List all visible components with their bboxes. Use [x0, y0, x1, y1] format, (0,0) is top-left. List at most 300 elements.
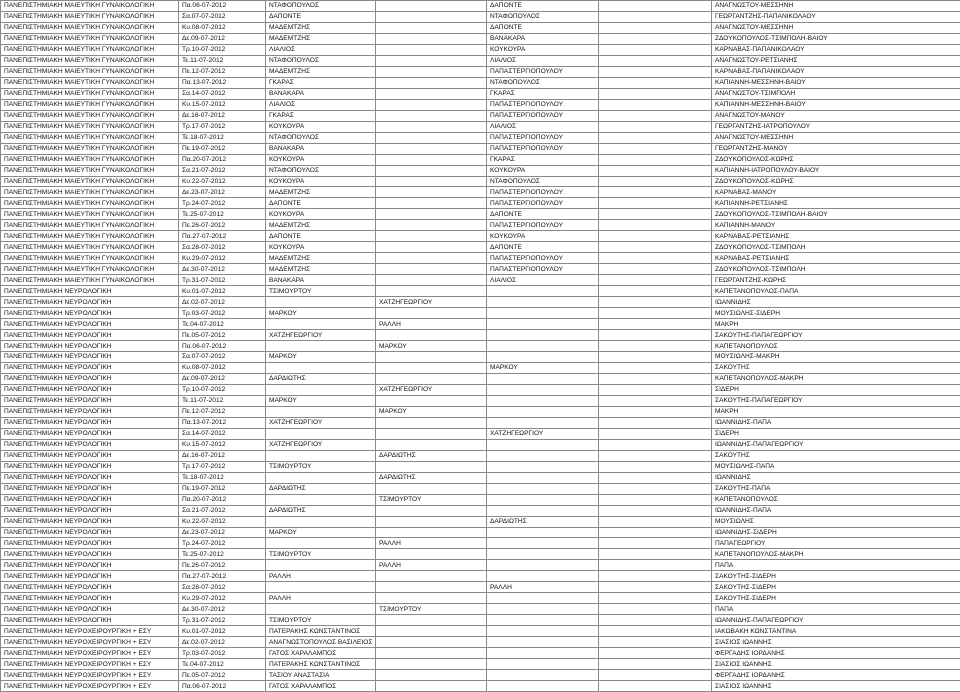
duty-doctor-d-cell	[599, 143, 712, 154]
duty-doctor-a-cell: ΝΤΑΦΟΠΟΥΛΟΣ	[266, 55, 376, 66]
clinic-cell: ΠΑΝΕΠΙΣΤΗΜΙΑΚΗ ΝΕΥΡΟΛΟΓΙΚΗ	[1, 330, 179, 341]
duty-doctor-c-cell	[487, 308, 599, 319]
date-cell: Πα.20-07-2012	[179, 154, 266, 165]
clinic-cell: ΠΑΝΕΠΙΣΤΗΜΙΑΚΗ ΝΕΥΡΟΛΟΓΙΚΗ	[1, 494, 179, 505]
table-row	[1, 395, 960, 406]
duty-doctor-a-cell: ΜΑΔΕΜΤΖΗΣ	[266, 187, 376, 198]
duty-doctor-a-cell: ΑΝΑΓΝΩΣΤΟΠΟΥΛΟΣ ΒΑΣΙΛΕΙΟΣ	[266, 637, 376, 648]
table-row	[1, 483, 960, 494]
date-cell: Τρ.31-07-2012	[179, 615, 266, 626]
clinic-cell: ΠΑΝΕΠΙΣΤΗΜΙΑΚΗ ΝΕΥΡΟΛΟΓΙΚΗ	[1, 417, 179, 428]
duty-doctor-a-cell	[266, 428, 376, 439]
duty-doctor-b-cell	[376, 648, 487, 659]
duty-doctor-b-cell	[376, 505, 487, 516]
table-row	[1, 286, 960, 297]
duty-doctor-a-cell: ΜΑΔΕΜΤΖΗΣ	[266, 220, 376, 231]
duty-doctor-a-cell: ΓΚΑΡΑΣ	[266, 77, 376, 88]
duty-doctor-d-cell	[599, 121, 712, 132]
duty-doctor-a-cell	[266, 538, 376, 549]
duty-doctor-a-cell: ΒΑΝΑΚΑΡΑ	[266, 88, 376, 99]
clinic-cell: ΠΑΝΕΠΙΣΤΗΜΙΑΚΗ ΜΑΙΕΥΤΙΚΗ ΓΥΝΑΙΚΟΛΟΓΙΚΗ	[1, 55, 179, 66]
duty-doctor-c-cell: ΒΑΝΑΚΑΡΑ	[487, 33, 599, 44]
table-row	[1, 604, 960, 615]
table-row	[1, 527, 960, 538]
date-cell: Τρ.10-07-2012	[179, 384, 266, 395]
date-cell: Δε.16-07-2012	[179, 110, 266, 121]
residents-cell: ΦΕΡΓΑΔΗΣ ΙΟΡΔΑΝΗΣ	[712, 648, 960, 659]
duty-doctor-a-cell	[266, 604, 376, 615]
residents-cell: ΖΔΟΥΚΟΠΟΥΛΟΣ-ΤΣΙΜΠΟΛΗ	[712, 242, 960, 253]
clinic-cell: ΠΑΝΕΠΙΣΤΗΜΙΑΚΗ ΝΕΥΡΟΛΟΓΙΚΗ	[1, 604, 179, 615]
clinic-cell: ΠΑΝΕΠΙΣΤΗΜΙΑΚΗ ΝΕΥΡΟΛΟΓΙΚΗ	[1, 516, 179, 527]
table-row	[1, 417, 960, 428]
residents-cell: ΣΑΚΟΥΤΗΣ	[712, 450, 960, 461]
duty-doctor-a-cell: ΜΑΔΕΜΤΖΗΣ	[266, 253, 376, 264]
duty-doctor-b-cell	[376, 527, 487, 538]
duty-doctor-c-cell: ΚΟΥΚΟΥΡΑ	[487, 44, 599, 55]
duty-doctor-c-cell	[487, 648, 599, 659]
clinic-cell: ΠΑΝΕΠΙΣΤΗΜΙΑΚΗ ΜΑΙΕΥΤΙΚΗ ΓΥΝΑΙΚΟΛΟΓΙΚΗ	[1, 11, 179, 22]
duty-doctor-c-cell	[487, 659, 599, 670]
residents-cell: ΠΑΠΑ	[712, 560, 960, 571]
date-cell: Τε.11-07-2012	[179, 55, 266, 66]
duty-doctor-a-cell	[266, 406, 376, 417]
duty-doctor-a-cell: ΚΟΥΚΟΥΡΑ	[266, 176, 376, 187]
clinic-cell: ΠΑΝΕΠΙΣΤΗΜΙΑΚΗ ΝΕΥΡΟΧΕΙΡΟΥΡΓΙΚΗ + ΕΣΥ	[1, 659, 179, 670]
clinic-cell: ΠΑΝΕΠΙΣΤΗΜΙΑΚΗ ΜΑΙΕΥΤΙΚΗ ΓΥΝΑΙΚΟΛΟΓΙΚΗ	[1, 33, 179, 44]
date-cell: Δε.02-07-2012	[179, 637, 266, 648]
date-cell: Κυ.01-07-2012	[179, 626, 266, 637]
date-cell: Σα.28-07-2012	[179, 242, 266, 253]
date-cell: Δε.23-07-2012	[179, 527, 266, 538]
table-row	[1, 582, 960, 593]
residents-cell: ΣΙΑΣΙΟΣ ΙΩΑΝΝΗΣ	[712, 637, 960, 648]
date-cell: Κυ.15-07-2012	[179, 439, 266, 450]
duty-doctor-d-cell	[599, 373, 712, 384]
clinic-cell: ΠΑΝΕΠΙΣΤΗΜΙΑΚΗ ΝΕΥΡΟΛΟΓΙΚΗ	[1, 373, 179, 384]
residents-cell: ΓΕΩΡΓΑΝΤΖΗΣ-ΠΑΠΑΝΙΚΟΛΑΟΥ	[712, 11, 960, 22]
residents-cell: ΣΙΔΕΡΗ	[712, 428, 960, 439]
duty-doctor-b-cell	[376, 209, 487, 220]
table-row	[1, 560, 960, 571]
residents-cell: ΖΔΟΥΚΟΠΟΥΛΟΣ-ΤΣΙΜΠΟΛΗ-ΒΑΙΟΥ	[712, 209, 960, 220]
duty-doctor-d-cell	[599, 461, 712, 472]
date-cell: Δε.16-07-2012	[179, 450, 266, 461]
clinic-cell: ΠΑΝΕΠΙΣΤΗΜΙΑΚΗ ΝΕΥΡΟΛΟΓΙΚΗ	[1, 505, 179, 516]
date-cell: Σα.21-07-2012	[179, 165, 266, 176]
table-row	[1, 110, 960, 121]
table-row	[1, 626, 960, 637]
duty-doctor-a-cell	[266, 582, 376, 593]
duty-doctor-b-cell: ΡΑΛΛΗ	[376, 560, 487, 571]
duty-doctor-b-cell	[376, 395, 487, 406]
table-row	[1, 505, 960, 516]
residents-cell: ΙΩΑΝΝΙΔΗΣ-ΣΙΔΕΡΗ	[712, 527, 960, 538]
duty-doctor-d-cell	[599, 439, 712, 450]
duty-doctor-c-cell	[487, 286, 599, 297]
residents-cell: ΣΙΔΕΡΗ	[712, 384, 960, 395]
duty-doctor-c-cell: ΔΑΠΟΝΤΕ	[487, 242, 599, 253]
residents-cell: ΙΩΑΝΝΙΔΗΣ-ΠΑΠΑ	[712, 417, 960, 428]
table-row	[1, 1, 960, 12]
date-cell: Δε.30-07-2012	[179, 604, 266, 615]
duty-doctor-c-cell: ΛΙΑΛΙΟΣ	[487, 275, 599, 286]
clinic-cell: ΠΑΝΕΠΙΣΤΗΜΙΑΚΗ ΝΕΥΡΟΛΟΓΙΚΗ	[1, 362, 179, 373]
duty-doctor-a-cell: ΔΑΠΟΝΤΕ	[266, 231, 376, 242]
duty-doctor-b-cell	[376, 571, 487, 582]
duty-doctor-b-cell	[376, 242, 487, 253]
date-cell: Πε.26-07-2012	[179, 220, 266, 231]
duty-doctor-c-cell	[487, 527, 599, 538]
table-row	[1, 99, 960, 110]
date-cell: Κυ.22-07-2012	[179, 176, 266, 187]
duty-doctor-b-cell	[376, 66, 487, 77]
table-row	[1, 472, 960, 483]
duty-doctor-a-cell: ΧΑΤΖΗΓΕΩΡΓΙΟΥ	[266, 417, 376, 428]
residents-cell: ΜΟΥΣΙΩΛΗΣ	[712, 516, 960, 527]
duty-doctor-b-cell	[376, 275, 487, 286]
duty-doctor-b-cell	[376, 330, 487, 341]
roster-rows	[1, 1, 960, 692]
date-cell: Τρ.10-07-2012	[179, 44, 266, 55]
duty-doctor-c-cell	[487, 549, 599, 560]
table-row	[1, 132, 960, 143]
table-row	[1, 209, 960, 220]
clinic-cell: ΠΑΝΕΠΙΣΤΗΜΙΑΚΗ ΜΑΙΕΥΤΙΚΗ ΓΥΝΑΙΚΟΛΟΓΙΚΗ	[1, 121, 179, 132]
duty-doctor-c-cell: ΚΟΥΚΟΥΡΑ	[487, 231, 599, 242]
duty-doctor-c-cell	[487, 319, 599, 330]
duty-doctor-a-cell: ΧΑΤΖΗΓΕΩΡΓΙΟΥ	[266, 439, 376, 450]
table-row	[1, 319, 960, 330]
residents-cell: ΙΩΑΝΝΙΔΗΣ	[712, 472, 960, 483]
residents-cell: ΚΑΠΙΑΝΝΗ-ΜΑΝΟΥ	[712, 220, 960, 231]
date-cell: Πε.26-07-2012	[179, 560, 266, 571]
duty-doctor-d-cell	[599, 330, 712, 341]
residents-cell: ΣΑΚΟΥΤΗΣ-ΣΙΔΕΡΗ	[712, 593, 960, 604]
date-cell: Κυ.08-07-2012	[179, 362, 266, 373]
residents-cell: ΣΙΑΣΙΟΣ ΙΩΑΝΝΗΣ	[712, 681, 960, 692]
duty-doctor-a-cell: ΜΑΡΚΟΥ	[266, 395, 376, 406]
date-cell: Πα.27-07-2012	[179, 231, 266, 242]
clinic-cell: ΠΑΝΕΠΙΣΤΗΜΙΑΚΗ ΜΑΙΕΥΤΙΚΗ ΓΥΝΑΙΚΟΛΟΓΙΚΗ	[1, 275, 179, 286]
table-row	[1, 165, 960, 176]
duty-doctor-b-cell	[376, 44, 487, 55]
duty-doctor-b-cell	[376, 22, 487, 33]
clinic-cell: ΠΑΝΕΠΙΣΤΗΜΙΑΚΗ ΝΕΥΡΟΧΕΙΡΟΥΡΓΙΚΗ + ΕΣΥ	[1, 648, 179, 659]
clinic-cell: ΠΑΝΕΠΙΣΤΗΜΙΑΚΗ ΝΕΥΡΟΛΟΓΙΚΗ	[1, 297, 179, 308]
date-cell: Κυ.15-07-2012	[179, 99, 266, 110]
clinic-cell: ΠΑΝΕΠΙΣΤΗΜΙΑΚΗ ΝΕΥΡΟΛΟΓΙΚΗ	[1, 319, 179, 330]
duty-doctor-a-cell: ΠΑΤΕΡΑΚΗΣ ΚΩΝΣΤΑΝΤΙΝΟΣ	[266, 626, 376, 637]
duty-doctor-a-cell	[266, 362, 376, 373]
duty-doctor-d-cell	[599, 395, 712, 406]
duty-doctor-d-cell	[599, 220, 712, 231]
duty-doctor-b-cell	[376, 615, 487, 626]
duty-doctor-c-cell: ΛΙΑΛΙΟΣ	[487, 55, 599, 66]
duty-doctor-d-cell	[599, 549, 712, 560]
duty-doctor-a-cell: ΜΑΔΕΜΤΖΗΣ	[266, 22, 376, 33]
duty-doctor-d-cell	[599, 77, 712, 88]
duty-doctor-b-cell: ΡΑΛΛΗ	[376, 538, 487, 549]
duty-doctor-d-cell	[599, 253, 712, 264]
duty-doctor-d-cell	[599, 44, 712, 55]
table-row	[1, 549, 960, 560]
date-cell: Τε.04-07-2012	[179, 659, 266, 670]
date-cell: Σα.21-07-2012	[179, 505, 266, 516]
duty-doctor-c-cell	[487, 352, 599, 363]
duty-doctor-a-cell	[266, 341, 376, 352]
duty-doctor-d-cell	[599, 264, 712, 275]
residents-cell: ΚΑΡΝΑΒΑΣ-ΜΑΝΟΥ	[712, 187, 960, 198]
duty-doctor-d-cell	[599, 450, 712, 461]
duty-doctor-c-cell	[487, 593, 599, 604]
residents-cell: ΚΑΡΝΑΒΑΣ-ΡΕΤΣΙΑΝΗΣ	[712, 253, 960, 264]
clinic-cell: ΠΑΝΕΠΙΣΤΗΜΙΑΚΗ ΝΕΥΡΟΛΟΓΙΚΗ	[1, 450, 179, 461]
clinic-cell: ΠΑΝΕΠΙΣΤΗΜΙΑΚΗ ΜΑΙΕΥΤΙΚΗ ΓΥΝΑΙΚΟΛΟΓΙΚΗ	[1, 198, 179, 209]
table-row	[1, 297, 960, 308]
table-row	[1, 648, 960, 659]
clinic-cell: ΠΑΝΕΠΙΣΤΗΜΙΑΚΗ ΝΕΥΡΟΛΟΓΙΚΗ	[1, 395, 179, 406]
table-row	[1, 330, 960, 341]
duty-doctor-d-cell	[599, 176, 712, 187]
table-row	[1, 308, 960, 319]
residents-cell: ΙΩΑΝΝΙΔΗΣ	[712, 297, 960, 308]
duty-doctor-a-cell: ΛΙΑΛΙΟΣ	[266, 44, 376, 55]
duty-doctor-c-cell	[487, 505, 599, 516]
duty-doctor-d-cell	[599, 428, 712, 439]
duty-doctor-a-cell: ΜΑΔΕΜΤΖΗΣ	[266, 264, 376, 275]
residents-cell: ΣΑΚΟΥΤΗΣ-ΠΑΠΑΓΕΩΡΓΙΟΥ	[712, 395, 960, 406]
date-cell: Κυ.01-07-2012	[179, 286, 266, 297]
duty-doctor-c-cell: ΚΟΥΚΟΥΡΑ	[487, 165, 599, 176]
duty-doctor-b-cell	[376, 483, 487, 494]
duty-doctor-c-cell: ΠΑΠΑΣΤΕΡΓΙΟΠΟΥΛΟΥ	[487, 99, 599, 110]
residents-cell: ΜΑΚΡΗ	[712, 406, 960, 417]
table-row	[1, 66, 960, 77]
duty-doctor-a-cell: ΔΑΡΔΙΩΤΗΣ	[266, 483, 376, 494]
clinic-cell: ΠΑΝΕΠΙΣΤΗΜΙΑΚΗ ΝΕΥΡΟΧΕΙΡΟΥΡΓΙΚΗ + ΕΣΥ	[1, 681, 179, 692]
duty-doctor-b-cell	[376, 198, 487, 209]
date-cell: Κυ.22-07-2012	[179, 516, 266, 527]
duty-doctor-b-cell	[376, 428, 487, 439]
residents-cell: ΙΩΑΝΝΙΔΗΣ-ΠΑΠΑ	[712, 505, 960, 516]
residents-cell: ΚΑΡΝΑΒΑΣ-ΠΑΠΑΝΙΚΟΛΑΟΥ	[712, 44, 960, 55]
date-cell: Τε.25-07-2012	[179, 549, 266, 560]
duty-doctor-d-cell	[599, 341, 712, 352]
duty-doctor-b-cell	[376, 308, 487, 319]
date-cell: Πα.06-07-2012	[179, 1, 266, 12]
residents-cell: ΙΩΑΝΝΙΔΗΣ-ΠΑΠΑΓΕΩΡΓΙΟΥ	[712, 615, 960, 626]
duty-doctor-b-cell	[376, 11, 487, 22]
clinic-cell: ΠΑΝΕΠΙΣΤΗΜΙΑΚΗ ΜΑΙΕΥΤΙΚΗ ΓΥΝΑΙΚΟΛΟΓΙΚΗ	[1, 187, 179, 198]
duty-doctor-b-cell	[376, 121, 487, 132]
table-row	[1, 571, 960, 582]
date-cell: Κυ.29-07-2012	[179, 593, 266, 604]
duty-doctor-a-cell: ΡΑΛΛΗ	[266, 593, 376, 604]
residents-cell: ΚΑΠΕΤΑΝΟΠΟΥΛΟΣ	[712, 341, 960, 352]
duty-doctor-b-cell	[376, 373, 487, 384]
clinic-cell: ΠΑΝΕΠΙΣΤΗΜΙΑΚΗ ΝΕΥΡΟΛΟΓΙΚΗ	[1, 341, 179, 352]
duty-doctor-b-cell: ΡΑΛΛΗ	[376, 319, 487, 330]
table-row	[1, 44, 960, 55]
clinic-cell: ΠΑΝΕΠΙΣΤΗΜΙΑΚΗ ΜΑΙΕΥΤΙΚΗ ΓΥΝΑΙΚΟΛΟΓΙΚΗ	[1, 154, 179, 165]
duty-doctor-c-cell	[487, 626, 599, 637]
duty-doctor-b-cell	[376, 352, 487, 363]
duty-doctor-b-cell	[376, 143, 487, 154]
duty-doctor-b-cell	[376, 33, 487, 44]
duty-doctor-a-cell: ΝΤΑΦΟΠΟΥΛΟΣ	[266, 1, 376, 12]
clinic-cell: ΠΑΝΕΠΙΣΤΗΜΙΑΚΗ ΜΑΙΕΥΤΙΚΗ ΓΥΝΑΙΚΟΛΟΓΙΚΗ	[1, 77, 179, 88]
duty-doctor-b-cell	[376, 220, 487, 231]
table-row	[1, 637, 960, 648]
duty-doctor-d-cell	[599, 626, 712, 637]
duty-doctor-d-cell	[599, 637, 712, 648]
clinic-cell: ΠΑΝΕΠΙΣΤΗΜΙΑΚΗ ΝΕΥΡΟΛΟΓΙΚΗ	[1, 615, 179, 626]
duty-doctor-d-cell	[599, 659, 712, 670]
duty-doctor-d-cell	[599, 319, 712, 330]
clinic-cell: ΠΑΝΕΠΙΣΤΗΜΙΑΚΗ ΝΕΥΡΟΧΕΙΡΟΥΡΓΙΚΗ + ΕΣΥ	[1, 670, 179, 681]
clinic-cell: ΠΑΝΕΠΙΣΤΗΜΙΑΚΗ ΝΕΥΡΟΛΟΓΙΚΗ	[1, 549, 179, 560]
duty-doctor-c-cell: ΔΑΡΔΙΩΤΗΣ	[487, 516, 599, 527]
duty-doctor-c-cell	[487, 670, 599, 681]
residents-cell: ΚΑΠΕΤΑΝΟΠΟΥΛΟΣ	[712, 494, 960, 505]
duty-doctor-b-cell	[376, 1, 487, 12]
duty-doctor-b-cell: ΧΑΤΖΗΓΕΩΡΓΙΟΥ	[376, 297, 487, 308]
residents-cell: ΚΑΠΙΑΝΝΗ-ΜΕΣΣΗΝΗ-ΒΑΙΟΥ	[712, 77, 960, 88]
residents-cell: ΣΑΚΟΥΤΗΣ-ΣΙΔΕΡΗ	[712, 582, 960, 593]
date-cell: Σα.14-07-2012	[179, 88, 266, 99]
duty-doctor-c-cell	[487, 560, 599, 571]
clinic-cell: ΠΑΝΕΠΙΣΤΗΜΙΑΚΗ ΝΕΥΡΟΛΟΓΙΚΗ	[1, 352, 179, 363]
residents-cell: ΑΝΑΓΝΩΣΤΟΥ-ΡΕΤΣΙΑΝΗΣ	[712, 55, 960, 66]
duty-doctor-c-cell: ΡΑΛΛΗ	[487, 582, 599, 593]
duty-doctor-c-cell: ΓΚΑΡΑΣ	[487, 88, 599, 99]
duty-doctor-c-cell	[487, 330, 599, 341]
residents-cell: ΑΝΑΓΝΩΣΤΟΥ-ΜΕΣΣΗΝΗ	[712, 22, 960, 33]
table-row	[1, 494, 960, 505]
date-cell: Πε.12-07-2012	[179, 66, 266, 77]
clinic-cell: ΠΑΝΕΠΙΣΤΗΜΙΑΚΗ ΜΑΙΕΥΤΙΚΗ ΓΥΝΑΙΚΟΛΟΓΙΚΗ	[1, 110, 179, 121]
duty-doctor-c-cell: ΝΤΑΦΟΠΟΥΛΟΣ	[487, 11, 599, 22]
clinic-cell: ΠΑΝΕΠΙΣΤΗΜΙΑΚΗ ΝΕΥΡΟΛΟΓΙΚΗ	[1, 538, 179, 549]
duty-doctor-d-cell	[599, 22, 712, 33]
residents-cell: ΓΕΩΡΓΑΝΤΖΗΣ-ΚΩΡΗΣ	[712, 275, 960, 286]
duty-doctor-c-cell: ΝΤΑΦΟΠΟΥΛΟΣ	[487, 176, 599, 187]
duty-doctor-c-cell: ΠΑΠΑΣΤΕΡΓΙΟΠΟΥΛΟΥ	[487, 198, 599, 209]
clinic-cell: ΠΑΝΕΠΙΣΤΗΜΙΑΚΗ ΝΕΥΡΟΛΟΓΙΚΗ	[1, 439, 179, 450]
duty-doctor-a-cell	[266, 494, 376, 505]
duty-doctor-d-cell	[599, 406, 712, 417]
date-cell: Σα.28-07-2012	[179, 582, 266, 593]
duty-doctor-a-cell: ΒΑΝΑΚΑΡΑ	[266, 275, 376, 286]
clinic-cell: ΠΑΝΕΠΙΣΤΗΜΙΑΚΗ ΜΑΙΕΥΤΙΚΗ ΓΥΝΑΙΚΟΛΟΓΙΚΗ	[1, 165, 179, 176]
clinic-cell: ΠΑΝΕΠΙΣΤΗΜΙΑΚΗ ΝΕΥΡΟΛΟΓΙΚΗ	[1, 406, 179, 417]
duty-doctor-a-cell: ΧΑΤΖΗΓΕΩΡΓΙΟΥ	[266, 330, 376, 341]
table-row	[1, 406, 960, 417]
duty-doctor-c-cell	[487, 615, 599, 626]
duty-doctor-d-cell	[599, 154, 712, 165]
residents-cell: ΣΙΑΣΙΟΣ ΙΩΑΝΝΗΣ	[712, 659, 960, 670]
table-row	[1, 593, 960, 604]
duty-doctor-d-cell	[599, 604, 712, 615]
table-row	[1, 450, 960, 461]
residents-cell: ΙΩΑΝΝΙΔΗΣ-ΠΑΠΑΓΕΩΡΓΙΟΥ	[712, 439, 960, 450]
duty-doctor-c-cell: ΛΙΑΛΙΟΣ	[487, 121, 599, 132]
date-cell: Τρ.17-07-2012	[179, 461, 266, 472]
duty-doctor-b-cell: ΤΣΙΜΟΥΡΤΟΥ	[376, 604, 487, 615]
clinic-cell: ΠΑΝΕΠΙΣΤΗΜΙΑΚΗ ΜΑΙΕΥΤΙΚΗ ΓΥΝΑΙΚΟΛΟΓΙΚΗ	[1, 176, 179, 187]
duty-doctor-c-cell	[487, 681, 599, 692]
clinic-cell: ΠΑΝΕΠΙΣΤΗΜΙΑΚΗ ΝΕΥΡΟΛΟΓΙΚΗ	[1, 384, 179, 395]
duty-doctor-b-cell: ΜΑΡΚΟΥ	[376, 406, 487, 417]
duty-doctor-b-cell	[376, 187, 487, 198]
duty-doctor-d-cell	[599, 110, 712, 121]
table-row	[1, 264, 960, 275]
clinic-cell: ΠΑΝΕΠΙΣΤΗΜΙΑΚΗ ΜΑΙΕΥΤΙΚΗ ΓΥΝΑΙΚΟΛΟΓΙΚΗ	[1, 143, 179, 154]
duty-doctor-b-cell	[376, 264, 487, 275]
duty-doctor-b-cell	[376, 77, 487, 88]
table-row	[1, 121, 960, 132]
duty-doctor-c-cell: ΔΑΠΟΝΤΕ	[487, 1, 599, 12]
duty-doctor-b-cell	[376, 582, 487, 593]
duty-doctor-d-cell	[599, 670, 712, 681]
duty-doctor-c-cell: ΔΑΠΟΝΤΕ	[487, 209, 599, 220]
table-row	[1, 384, 960, 395]
residents-cell: ΖΔΟΥΚΟΠΟΥΛΟΣ-ΤΣΙΜΠΟΛΗ	[712, 264, 960, 275]
residents-cell: ΣΑΚΟΥΤΗΣ-ΠΑΠΑΓΕΩΡΓΙΟΥ	[712, 330, 960, 341]
duty-doctor-b-cell	[376, 88, 487, 99]
duty-doctor-a-cell: ΜΑΡΚΟΥ	[266, 527, 376, 538]
clinic-cell: ΠΑΝΕΠΙΣΤΗΜΙΑΚΗ ΜΑΙΕΥΤΙΚΗ ΓΥΝΑΙΚΟΛΟΓΙΚΗ	[1, 1, 179, 12]
date-cell: Τε.11-07-2012	[179, 395, 266, 406]
date-cell: Πε.05-07-2012	[179, 670, 266, 681]
clinic-cell: ΠΑΝΕΠΙΣΤΗΜΙΑΚΗ ΝΕΥΡΟΛΟΓΙΚΗ	[1, 428, 179, 439]
table-row	[1, 659, 960, 670]
residents-cell: ΜΟΥΣΙΩΛΗΣ-ΣΙΔΕΡΗ	[712, 308, 960, 319]
duty-doctor-c-cell: ΝΤΑΦΟΠΟΥΛΟΣ	[487, 77, 599, 88]
duty-doctor-d-cell	[599, 275, 712, 286]
table-row	[1, 88, 960, 99]
duty-doctor-c-cell	[487, 483, 599, 494]
table-row	[1, 461, 960, 472]
duty-doctor-a-cell: ΓΚΑΡΑΣ	[266, 110, 376, 121]
residents-cell: ΜΑΚΡΗ	[712, 319, 960, 330]
duty-doctor-b-cell	[376, 461, 487, 472]
duty-doctor-a-cell: ΤΑΣΙΟΥ ΑΝΑΣΤΑΣΙΑ	[266, 670, 376, 681]
clinic-cell: ΠΑΝΕΠΙΣΤΗΜΙΑΚΗ ΝΕΥΡΟΧΕΙΡΟΥΡΓΙΚΗ + ΕΣΥ	[1, 637, 179, 648]
date-cell: Τρ.17-07-2012	[179, 121, 266, 132]
residents-cell: ΜΟΥΣΙΩΛΗΣ-ΜΑΚΡΗ	[712, 352, 960, 363]
clinic-cell: ΠΑΝΕΠΙΣΤΗΜΙΑΚΗ ΜΑΙΕΥΤΙΚΗ ΓΥΝΑΙΚΟΛΟΓΙΚΗ	[1, 88, 179, 99]
duty-doctor-a-cell: ΔΑΠΟΝΤΕ	[266, 198, 376, 209]
duty-doctor-a-cell: ΤΣΙΜΟΥΡΤΟΥ	[266, 286, 376, 297]
duty-doctor-d-cell	[599, 505, 712, 516]
duty-doctor-d-cell	[599, 417, 712, 428]
duty-doctor-b-cell	[376, 253, 487, 264]
duty-doctor-d-cell	[599, 352, 712, 363]
duty-doctor-d-cell	[599, 297, 712, 308]
duty-doctor-a-cell: ΚΟΥΚΟΥΡΑ	[266, 209, 376, 220]
duty-doctor-d-cell	[599, 209, 712, 220]
table-row	[1, 22, 960, 33]
duty-doctor-a-cell: ΚΟΥΚΟΥΡΑ	[266, 121, 376, 132]
table-row	[1, 341, 960, 352]
duty-doctor-d-cell	[599, 99, 712, 110]
duty-doctor-c-cell: ΠΑΠΑΣΤΕΡΓΙΟΠΟΥΛΟΥ	[487, 264, 599, 275]
clinic-cell: ΠΑΝΕΠΙΣΤΗΜΙΑΚΗ ΜΑΙΕΥΤΙΚΗ ΓΥΝΑΙΚΟΛΟΓΙΚΗ	[1, 220, 179, 231]
table-row	[1, 231, 960, 242]
date-cell: Σα.07-07-2012	[179, 352, 266, 363]
